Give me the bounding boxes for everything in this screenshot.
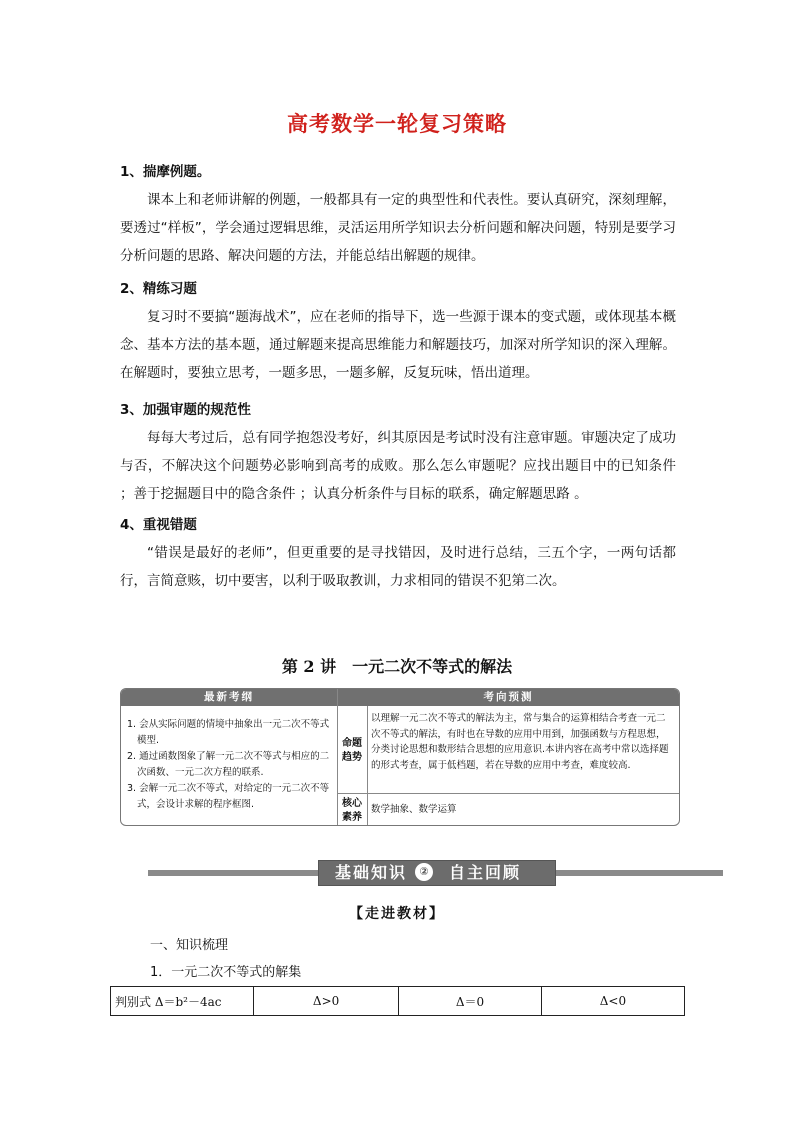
core-label: 核心素养 xyxy=(342,798,362,823)
sub-heading: 1．一元二次不等式的解集 xyxy=(150,965,302,980)
section-banner xyxy=(148,860,723,886)
prediction-text: 以理解一元二次不等式的解法为主，常与集合的运算相结合考查一元二次不等式的解法，有时也在导数的应用中用到，加强函数与方程思想，分类讨论思想和数形结合思想的应用意识.本讲内容在高考中常以选择题的形式考查，属于低档题，若在导数的应用中考查，难度较高. xyxy=(371,713,669,771)
section-heading-1: 1、揣摩例题。 xyxy=(120,164,211,180)
core-text: 数学抽象、数学运算 xyxy=(371,804,457,815)
solution-table xyxy=(110,986,685,1016)
table-cell: Δ>0 xyxy=(254,987,399,1016)
section-heading-3: 3、加强审题的规范性 xyxy=(120,402,251,418)
table-cell: 判别式 Δ＝b²－4ac xyxy=(111,987,254,1016)
table-cell: Δ＝0 xyxy=(399,987,542,1016)
table-cell: Δ<0 xyxy=(541,987,684,1016)
outline-item: 1. 会从实际问题的情境中抽象出一元二次不等式模型. xyxy=(127,719,330,746)
prediction-header: 考向预测 xyxy=(338,689,679,706)
section-heading-2: 2、精练习题 xyxy=(120,281,197,297)
knowledge-heading: 一、知识梳理 xyxy=(150,938,229,953)
divider xyxy=(338,793,679,794)
bracket-heading: 【走进教材】 xyxy=(349,906,445,922)
banner-right-text: 自主回顾 xyxy=(449,863,522,882)
section-heading-4: 4、重视错题 xyxy=(120,517,197,533)
outline-header: 最新考纲 xyxy=(121,689,337,706)
lecture-title: 第 2 讲 一元二次不等式的解法 xyxy=(281,657,513,676)
exam-outline-box xyxy=(120,688,680,826)
divider xyxy=(367,706,368,825)
section-body-3: 每每大考过后，总有同学抱怨没考好，纠其原因是考试时没有注意审题。审题决定了成功与否，不解决这个问题势必影响到高考的成败。那么怎么审题呢？应找出题目中的已知条件 ；善于挖掘题目中的隐含条件 ；认真分析条件与目标的联系，确定解题思路 。 xyxy=(120,430,676,502)
section-body-2: 复习时不要搞“题海战术”，应在老师的指导下，选一些源于课本的变式题，或体现基本概念、基本方法的基本题，通过解题来提高思维能力和解题技巧，加深对所学知识的深入理解。在解题时，要独立思考，一题多思，一题多解，反复玩味，悟出道理。 xyxy=(120,309,676,381)
outline-list xyxy=(127,717,332,813)
banner-pill xyxy=(318,860,556,886)
section-body-4: “错误是最好的老师”，但更重要的是寻找错因，及时进行总结，三五个字，一两句话都行，言简意赅，切中要害，以利于吸取教训，力求相同的错误不犯第二次。 xyxy=(120,545,676,589)
outline-item: 3. 会解一元二次不等式，对给定的一元二次不等式，会设计求解的程序框图. xyxy=(127,783,330,810)
document-title: 高考数学一轮复习策略 xyxy=(287,112,507,136)
banner-left-text: 基础知识 xyxy=(335,863,408,882)
table-row xyxy=(111,987,685,1016)
circled-number-icon: ② xyxy=(415,863,433,881)
section-body-1: 课本上和老师讲解的例题，一般都具有一定的典型性和代表性。要认真研究，深刻理解，要透过“样板”，学会通过逻辑思维，灵活运用所学知识去分析问题和解决问题，特别是要学习分析问题的思路、解决问题的方法，并能总结出解题的规律。 xyxy=(120,192,676,264)
prediction-label: 命题趋势 xyxy=(342,738,362,763)
outline-item: 2. 通过函数图象了解一元二次不等式与相应的二次函数、一元二次方程的联系. xyxy=(127,751,330,778)
